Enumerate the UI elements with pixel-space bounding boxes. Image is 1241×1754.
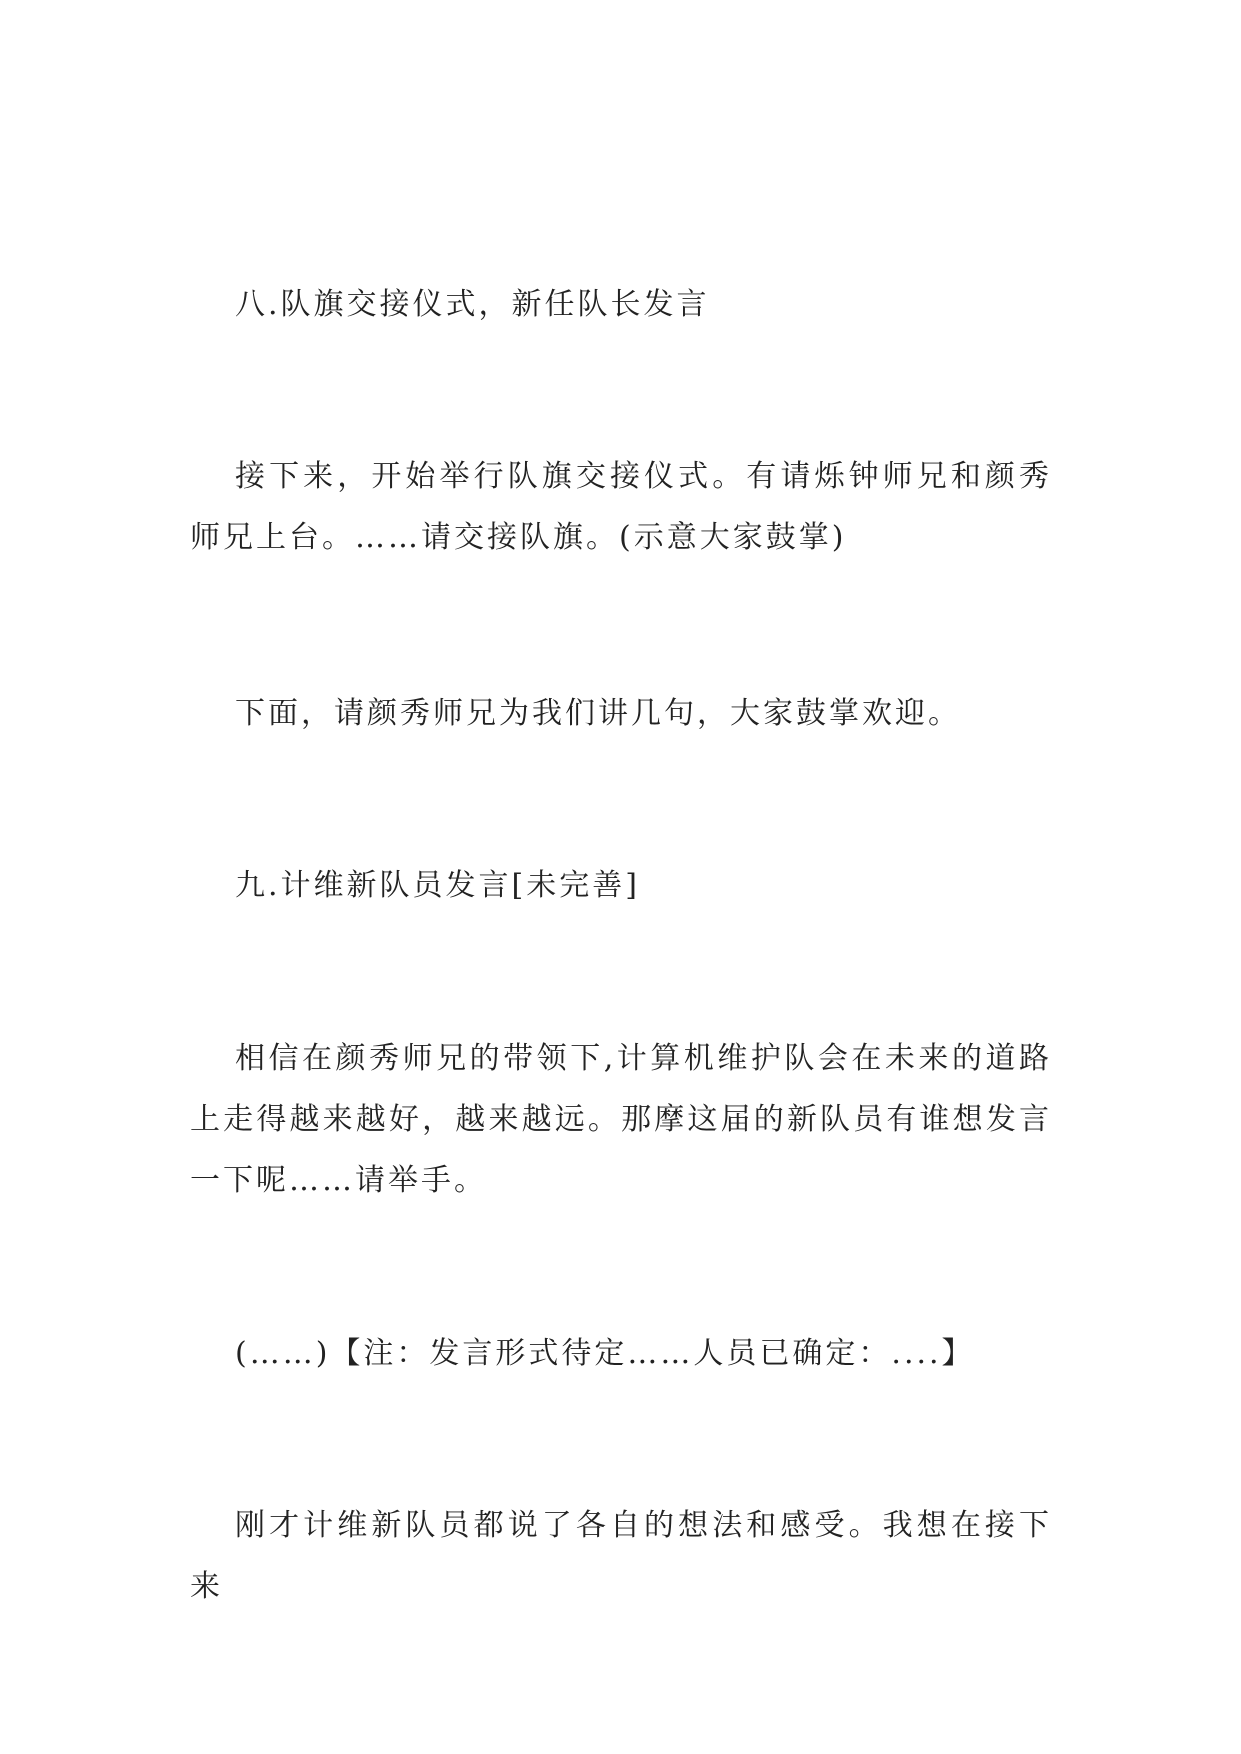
section-heading-9: 九.计维新队员发言[未完善] xyxy=(235,868,640,903)
paragraph-note: (……)【注：发言形式待定……人员已确定：....】 xyxy=(235,1336,975,1371)
paragraph-flag-handover: 接下来，开始举行队旗交接仪式。有请烁钟师兄和颜秀师兄上台。……请交接队旗。(示意大家鼓掌) xyxy=(190,459,1052,555)
section-heading-8: 八.队旗交接仪式，新任队长发言 xyxy=(235,287,710,322)
paragraph-closing: 刚才计维新队员都说了各自的想法和感受。我想在接下来 xyxy=(190,1508,1052,1604)
paragraph-invite-speech: 下面，请颜秀师兄为我们讲几句，大家鼓掌欢迎。 xyxy=(235,696,961,731)
paragraph-new-members: 相信在颜秀师兄的带领下,计算机维护队会在未来的道路上走得越来越好，越来越远。那摩这届的新队员有谁想发言一下呢……请举手。 xyxy=(190,1041,1052,1198)
